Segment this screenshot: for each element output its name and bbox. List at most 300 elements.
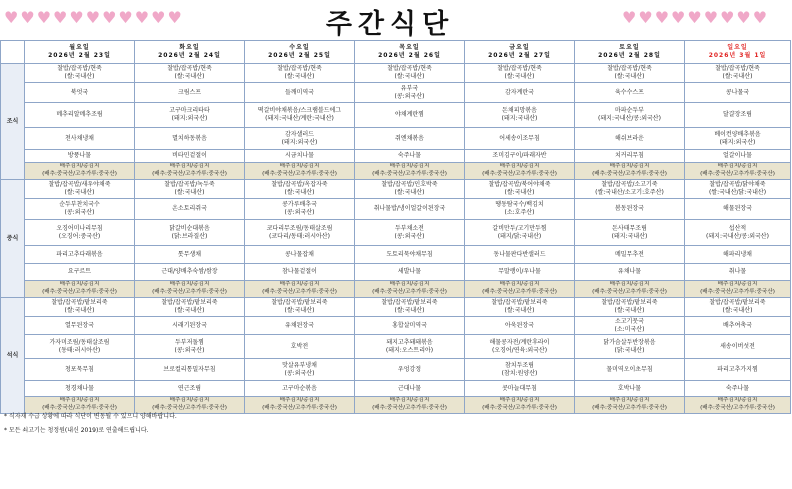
- menu-cell: [25, 199, 135, 220]
- menu-item: 콧마늘대무침: [502, 384, 537, 392]
- menu-cell: [245, 199, 355, 220]
- menu-item: 콩가루배추국: [282, 201, 317, 209]
- menu-item: 시래기된장국: [172, 321, 207, 329]
- meal-label: 석식: [1, 298, 25, 414]
- menu-item: (돼지:오스트리아): [385, 346, 434, 354]
- menu-row: [1, 103, 791, 128]
- menu-item: 야채계란찜: [395, 111, 424, 119]
- menu-item: (쌀:국내산): [64, 73, 95, 80]
- menu-cell: [245, 220, 355, 246]
- menu-item: 세발나물: [397, 268, 422, 276]
- menu-item: 두부저돌찜: [175, 338, 204, 346]
- menu-item: 해파리냉채: [723, 250, 752, 258]
- kimchi-cell: [575, 281, 685, 298]
- day-date: 2026년 2월 26일: [378, 52, 441, 59]
- menu-item: 찰밥/잡곡밥/소고기죽: [601, 181, 658, 189]
- menu-row: [1, 246, 791, 264]
- menu-cell: [685, 199, 791, 220]
- kimchi-item: (배추:중국산/고추가루:중국산): [152, 289, 227, 295]
- menu-item: 숙주나물: [725, 384, 750, 392]
- menu-cell: [575, 381, 685, 397]
- menu-item: 찰밥/잡곡밥/팥보리죽: [381, 299, 438, 307]
- menu-cell: [25, 381, 135, 397]
- menu-item: 돈사태무조림: [612, 224, 647, 232]
- menu-cell: [25, 335, 135, 359]
- kimchi-item: (배추:중국산/고추가루:중국산): [152, 405, 227, 411]
- menu-cell: [245, 359, 355, 381]
- menu-cell: [575, 103, 685, 128]
- menu-cell: [355, 180, 465, 199]
- day-date: 2026년 3월 1일: [708, 52, 767, 59]
- menu-cell: [245, 180, 355, 199]
- menu-cell: [135, 246, 245, 264]
- menu-item: 갈비만두/고기만두찜: [492, 224, 547, 232]
- menu-cell: [25, 150, 135, 163]
- menu-item: 오징어미나리무침: [56, 224, 103, 232]
- menu-cell: [245, 298, 355, 317]
- menu-item: 베이컨양배추볶음: [714, 130, 761, 138]
- menu-row: [1, 298, 791, 317]
- menu-item: 찰밥/잡곡밥/현죽: [607, 65, 652, 73]
- menu-item: 메추리알메추조림: [56, 111, 103, 119]
- menu-item: (쌀:국내산): [504, 307, 535, 314]
- menu-item: 찰밥/잡곡밥/북어야채죽: [488, 181, 551, 189]
- day-header: [355, 41, 465, 64]
- menu-cell: [355, 317, 465, 335]
- menu-cell: [245, 150, 355, 163]
- menu-item: 천사채냉채: [65, 134, 94, 142]
- menu-item: 시금치나물: [285, 152, 314, 160]
- kimchi-item: 배추김치/총김치: [279, 397, 320, 404]
- menu-item: 크림스프: [177, 88, 202, 96]
- menu-item: 근대/양배추숙쌈/쌈장: [161, 268, 218, 276]
- kimchi-item: 배추김치/총김치: [609, 281, 650, 288]
- menu-item: 온소토리쥐국: [172, 205, 207, 213]
- menu-item: (오징어:중국산): [58, 232, 101, 240]
- kimchi-item: 배추김치/총김치: [609, 397, 650, 404]
- menu-item: 멸치하동볶음: [172, 134, 207, 142]
- kimchi-item: 배추김치/총김치: [389, 163, 430, 170]
- menu-cell: [135, 103, 245, 128]
- kimchi-cell: [685, 397, 791, 414]
- menu-item: 찰밥/잡곡밥/인호박죽: [381, 181, 438, 189]
- menu-cell: [25, 246, 135, 264]
- menu-item: (콩:외국산): [64, 209, 95, 216]
- menu-cell: [25, 298, 135, 317]
- menu-cell: [135, 180, 245, 199]
- menu-row: [1, 128, 791, 150]
- menu-row: [1, 264, 791, 281]
- kimchi-cell: [685, 163, 791, 180]
- kimchi-item: (배추:중국산/고추가루:중국산): [592, 289, 667, 295]
- menu-item: (쌀:국내산): [722, 73, 753, 80]
- kimchi-item: (배추:중국산/고추가루:중국산): [482, 289, 557, 295]
- kimchi-item: 배추김치/총김치: [59, 281, 100, 288]
- menu-cell: [685, 381, 791, 397]
- menu-item: 동나물판다반샐러드: [493, 250, 546, 258]
- menu-cell: [355, 264, 465, 281]
- menu-cell: [575, 359, 685, 381]
- corner-cell: [1, 41, 25, 64]
- menu-item: 열무된장국: [65, 321, 94, 329]
- menu-cell: [575, 128, 685, 150]
- menu-item: 순두부찬치국수: [59, 201, 100, 209]
- kimchi-item: 배추김치/총김치: [279, 163, 320, 170]
- menu-item: 콩나물잡채: [285, 250, 314, 258]
- menu-item: 코다리무조림/동태살조림: [266, 224, 333, 232]
- day-date: 2026년 2월 23일: [48, 52, 111, 59]
- menu-item: 들깨미역국: [285, 88, 314, 96]
- hearts-decoration-right: ♥♥♥♥♥♥♥♥♥: [622, 8, 770, 27]
- menu-item: 찰밥/잡곡밥/현죽: [57, 65, 102, 73]
- menu-item: 섭산적: [728, 224, 747, 232]
- menu-item: 찰밥/잡곡밥/팥보리죽: [709, 299, 766, 307]
- menu-cell: [465, 317, 575, 335]
- menu-cell: [685, 246, 791, 264]
- menu-item: (쌀:국내산): [722, 307, 753, 314]
- kimchi-item: 배추김치/총김치: [609, 163, 650, 170]
- menu-cell: [135, 220, 245, 246]
- menu-item: 감자계란국: [505, 88, 534, 96]
- kimchi-item: 배추김치/총김치: [169, 281, 210, 288]
- menu-cell: [465, 64, 575, 83]
- menu-item: (쌀:국내산): [394, 307, 425, 314]
- menu-item: 어세송이조무침: [499, 134, 540, 142]
- menu-item: (닭:국내산): [614, 346, 645, 354]
- kimchi-item: (배추:중국산/고추가루:중국산): [700, 171, 775, 177]
- menu-cell: [135, 381, 245, 397]
- day-name: 토요일: [619, 44, 640, 52]
- menu-item: 찰밥/잡곡밥/팥보리죽: [601, 299, 658, 307]
- menu-item: (쌀:국내산): [174, 307, 205, 314]
- menu-item: 연근조림: [177, 384, 202, 392]
- menu-cell: [465, 264, 575, 281]
- day-name: 목요일: [399, 44, 420, 52]
- kimchi-cell: [355, 397, 465, 414]
- menu-item: 찰밥/잡곡밥/현죽: [387, 65, 432, 73]
- menu-cell: [135, 83, 245, 103]
- kimchi-item: (배추:중국산/고추가루:중국산): [42, 405, 117, 411]
- kimchi-item: (배추:중국산/고추가루:중국산): [482, 405, 557, 411]
- menu-item: 맛살유부냉채: [282, 361, 317, 369]
- menu-item: 해물된장국: [723, 205, 752, 213]
- menu-item: 찰밥/잡곡밥/팥보리죽: [161, 299, 218, 307]
- menu-cell: [245, 64, 355, 83]
- menu-item: 닭갈비순대볶음: [169, 224, 210, 232]
- menu-item: 콩나물국: [725, 88, 750, 96]
- menu-cell: [135, 150, 245, 163]
- menu-cell: [25, 220, 135, 246]
- menu-item: 참치두조림: [505, 361, 534, 369]
- menu-cell: [685, 220, 791, 246]
- kimchi-item: 배추김치/총김치: [59, 163, 100, 170]
- menu-cell: [355, 64, 465, 83]
- menu-body: [1, 64, 791, 414]
- menu-cell: [465, 359, 575, 381]
- menu-item: (쌀:국내산): [64, 189, 95, 196]
- day-header-row: [1, 41, 791, 64]
- menu-cell: [25, 180, 135, 199]
- menu-cell: [355, 335, 465, 359]
- menu-item: 찰밥/잡곡밥/현죽: [277, 65, 322, 73]
- menu-row: [1, 335, 791, 359]
- menu-item: 고구마순볶음: [282, 384, 317, 392]
- menu-cell: [465, 220, 575, 246]
- menu-item: (쌀:국내산/닭:국내산): [708, 189, 767, 196]
- menu-item: 유채나물: [617, 268, 642, 276]
- menu-item: 근대나물: [397, 384, 422, 392]
- kimchi-item: (배추:중국산/고추가루:중국산): [372, 171, 447, 177]
- menu-item: 가자미조림/동태살조림: [49, 338, 110, 346]
- kimchi-cell: [135, 281, 245, 298]
- menu-item: (쌀:국내산): [614, 307, 645, 314]
- menu-cell: [685, 103, 791, 128]
- day-header: [685, 41, 791, 64]
- kimchi-cell: [465, 163, 575, 180]
- menu-cell: [575, 150, 685, 163]
- kimchi-item: (배추:중국산/고추가루:중국산): [42, 289, 117, 295]
- menu-item: 돼지고추돼돼볶음: [386, 338, 433, 346]
- day-date: 2026년 2월 28일: [598, 52, 661, 59]
- menu-item: 해쉬브라운: [615, 134, 644, 142]
- menu-item: 비타민겉절이: [172, 152, 207, 160]
- menu-item: (쌀:국내산): [394, 189, 425, 196]
- menu-item: (오징어/연육:외국산): [491, 346, 548, 354]
- kimchi-item: 배추김치/총김치: [389, 281, 430, 288]
- day-header: [465, 41, 575, 64]
- menu-cell: [135, 359, 245, 381]
- menu-item: 취나물밥/냉이얼갈이된장국: [373, 205, 446, 213]
- menu-item: 찰밥/잡곡밥/팥보리죽: [51, 299, 108, 307]
- menu-item: (쌀:국내산): [64, 307, 95, 314]
- menu-item: (참치:원양산): [501, 369, 538, 377]
- menu-cell: [575, 264, 685, 281]
- menu-item: (콩:외국산): [394, 92, 425, 100]
- menu-item: 취나물: [728, 268, 747, 276]
- menu-cell: [685, 150, 791, 163]
- menu-item: 찰밥/잡곡밥/닭야채죽: [709, 181, 766, 189]
- menu-cell: [685, 317, 791, 335]
- menu-item: 떡갈비야채볶음/스크램블드에그: [257, 107, 342, 115]
- menu-item: 마파순두부: [615, 107, 644, 115]
- menu-item: 홍합살미역국: [392, 321, 427, 329]
- menu-cell: [685, 335, 791, 359]
- kimchi-item: 배추김치/총김치: [499, 163, 540, 170]
- menu-cell: [465, 381, 575, 397]
- menu-item: (쌀:국내산): [504, 73, 535, 80]
- kimchi-cell: [245, 163, 355, 180]
- menu-item: 찰밥/잡곡밥/옥잡자죽: [271, 181, 328, 189]
- menu-item: 무말랭이/우나물: [498, 268, 541, 276]
- menu-item: (돼지:국내산/콩:외국산): [598, 115, 661, 122]
- menu-item: (쌀:국내산): [614, 73, 645, 80]
- menu-row: [1, 64, 791, 83]
- menu-item: (돼지:국내산/계란:국내산): [265, 115, 334, 122]
- menu-cell: [355, 128, 465, 150]
- menu-cell: [245, 246, 355, 264]
- day-header: [575, 41, 685, 64]
- menu-cell: [135, 264, 245, 281]
- kimchi-cell: [135, 163, 245, 180]
- menu-row: [1, 199, 791, 220]
- kimchi-cell: [25, 281, 135, 298]
- menu-cell: [685, 359, 791, 381]
- kimchi-item: 배추김치/총김치: [59, 397, 100, 404]
- menu-item: 청포묵무침: [65, 365, 94, 373]
- menu-item: (돼지:국내산): [501, 115, 538, 122]
- kimchi-row: [1, 281, 791, 298]
- menu-cell: [245, 128, 355, 150]
- menu-item: 찰밥/잡곡밥/현죽: [167, 65, 212, 73]
- menu-cell: [465, 246, 575, 264]
- menu-item: 요구르트: [67, 268, 92, 276]
- kimchi-item: (배추:중국산/고추가루:중국산): [372, 405, 447, 411]
- day-name: 수요일: [289, 44, 310, 52]
- menu-cell: [355, 199, 465, 220]
- menu-item: (콩:외국산): [394, 232, 425, 240]
- menu-cell: [575, 220, 685, 246]
- menu-cell: [25, 103, 135, 128]
- menu-cell: [135, 335, 245, 359]
- menu-item: 아욱된장국: [505, 321, 534, 329]
- kimchi-cell: [575, 163, 685, 180]
- menu-item: 해물콩자전/계란후라이: [489, 338, 550, 346]
- menu-cell: [355, 359, 465, 381]
- menu-item: 감자샐러드: [285, 130, 314, 138]
- menu-cell: [575, 180, 685, 199]
- kimchi-item: 배추김치/총김치: [169, 397, 210, 404]
- menu-cell: [575, 246, 685, 264]
- kimchi-item: 배추김치/총김치: [717, 397, 758, 404]
- menu-item: (콩:외국산): [284, 209, 315, 216]
- menu-item: (돼지/닭:국내산): [497, 232, 542, 240]
- menu-cell: [355, 83, 465, 103]
- menu-item: (콩:외국산): [174, 346, 205, 354]
- menu-item: 호박전: [290, 342, 309, 350]
- kimchi-item: (배추:중국산/고추가루:중국산): [372, 289, 447, 295]
- menu-cell: [575, 64, 685, 83]
- menu-item: 봄동된장국: [615, 205, 644, 213]
- menu-item: (닭:브라질산): [171, 232, 208, 240]
- menu-item: (돼지:외국산): [171, 115, 208, 122]
- kimchi-item: 배추김치/총김치: [717, 281, 758, 288]
- menu-cell: [685, 64, 791, 83]
- menu-item: (쌀:국내산): [394, 73, 425, 80]
- menu-item: (돼지:국내산/콩:외국산): [706, 232, 769, 240]
- menu-item: 참나물겉절이: [282, 268, 317, 276]
- meal-label: 조식: [1, 64, 25, 180]
- menu-cell: [685, 298, 791, 317]
- menu-cell: [245, 317, 355, 335]
- menu-cell: [575, 335, 685, 359]
- menu-item: (콩:외국산): [284, 369, 315, 377]
- menu-cell: [575, 199, 685, 220]
- day-date: 2026년 2월 27일: [488, 52, 551, 59]
- day-header: [135, 41, 245, 64]
- menu-item: 파리고추다래볶음: [56, 250, 103, 258]
- kimchi-item: (배추:중국산/고추가루:중국산): [592, 171, 667, 177]
- day-header: [245, 41, 355, 64]
- kimchi-cell: [685, 281, 791, 298]
- menu-item: (돼지:외국산): [719, 138, 756, 146]
- menu-item: 찰밥/잡곡밥/현죽: [497, 65, 542, 73]
- menu-item: 파리고추가지찜: [717, 365, 758, 373]
- kimchi-item: 배추김치/총김치: [389, 397, 430, 404]
- menu-item: (쌀:국내산): [504, 189, 535, 196]
- menu-item: (돼지:외국산): [281, 138, 318, 146]
- menu-cell: [25, 317, 135, 335]
- menu-item: (쌀:국내산): [174, 73, 205, 80]
- menu-cell: [355, 150, 465, 163]
- menu-cell: [135, 64, 245, 83]
- menu-cell: [245, 264, 355, 281]
- menu-item: (쌀:국내산/소고기:호주산): [595, 189, 664, 196]
- menu-row: [1, 180, 791, 199]
- menu-cell: [135, 298, 245, 317]
- kimchi-cell: [465, 397, 575, 414]
- menu-item: 우엉강정: [397, 365, 422, 373]
- day-name: 화요일: [179, 44, 200, 52]
- menu-item: (동태:러시아산): [58, 346, 101, 354]
- kimchi-cell: [25, 163, 135, 180]
- menu-cell: [245, 83, 355, 103]
- menu-cell: [355, 220, 465, 246]
- day-name: 일요일: [727, 44, 748, 52]
- menu-item: 찰밥/잡곡밥/새우야채죽: [48, 181, 111, 189]
- menu-item: 숙주나물: [397, 152, 422, 160]
- kimchi-item: (배추:중국산/고추가루:중국산): [482, 171, 557, 177]
- menu-cell: [465, 298, 575, 317]
- kimchi-item: 배추김치/총김치: [717, 163, 758, 170]
- menu-item: 육수수스프: [615, 88, 644, 96]
- menu-item: 찰밥/잡곡밥/팥보리죽: [271, 299, 328, 307]
- kimchi-cell: [245, 397, 355, 414]
- kimchi-item: (배추:중국산/고추가루:중국산): [42, 171, 117, 177]
- menu-cell: [575, 83, 685, 103]
- hearts-decoration-left: ♥♥♥♥♥♥♥♥♥♥♥: [4, 8, 184, 27]
- menu-item: 찰밥/잡곡밥/팥보리죽: [491, 299, 548, 307]
- menu-item: 호박나물: [617, 384, 642, 392]
- day-date: 2026년 2월 24일: [158, 52, 221, 59]
- kimchi-cell: [245, 281, 355, 298]
- menu-item: 땡동탐국수/백김치: [495, 201, 544, 209]
- menu-row: [1, 381, 791, 397]
- menu-item: (쌀:국내산): [284, 73, 315, 80]
- day-date: 2026년 2월 25일: [268, 52, 331, 59]
- menu-item: (쌀:국내산): [284, 189, 315, 196]
- menu-item: 조미김구이/파래자반: [492, 152, 547, 160]
- menu-item: 새송이버섯전: [720, 342, 755, 350]
- menu-item: 브로컬리통밀자무침: [163, 365, 216, 373]
- menu-row: [1, 83, 791, 103]
- menu-item: 도토리묵야채무침: [386, 250, 433, 258]
- menu-cell: [685, 128, 791, 150]
- menu-item: 방풍나물: [67, 152, 92, 160]
- menu-item: 메밀무추전: [615, 250, 644, 258]
- menu-cell: [25, 359, 135, 381]
- kimchi-cell: [575, 397, 685, 414]
- menu-cell: [25, 128, 135, 150]
- kimchi-item: (배추:중국산/고추가루:중국산): [700, 405, 775, 411]
- page-title: 주간식단: [325, 9, 455, 40]
- menu-item: (소:호주산): [504, 209, 535, 216]
- menu-cell: [245, 381, 355, 397]
- menu-item: (쌀:국내산): [174, 189, 205, 196]
- menu-item: 두부채소전: [395, 224, 424, 232]
- menu-cell: [355, 381, 465, 397]
- kimchi-item: (배추:중국산/고추가루:중국산): [592, 405, 667, 411]
- menu-cell: [245, 335, 355, 359]
